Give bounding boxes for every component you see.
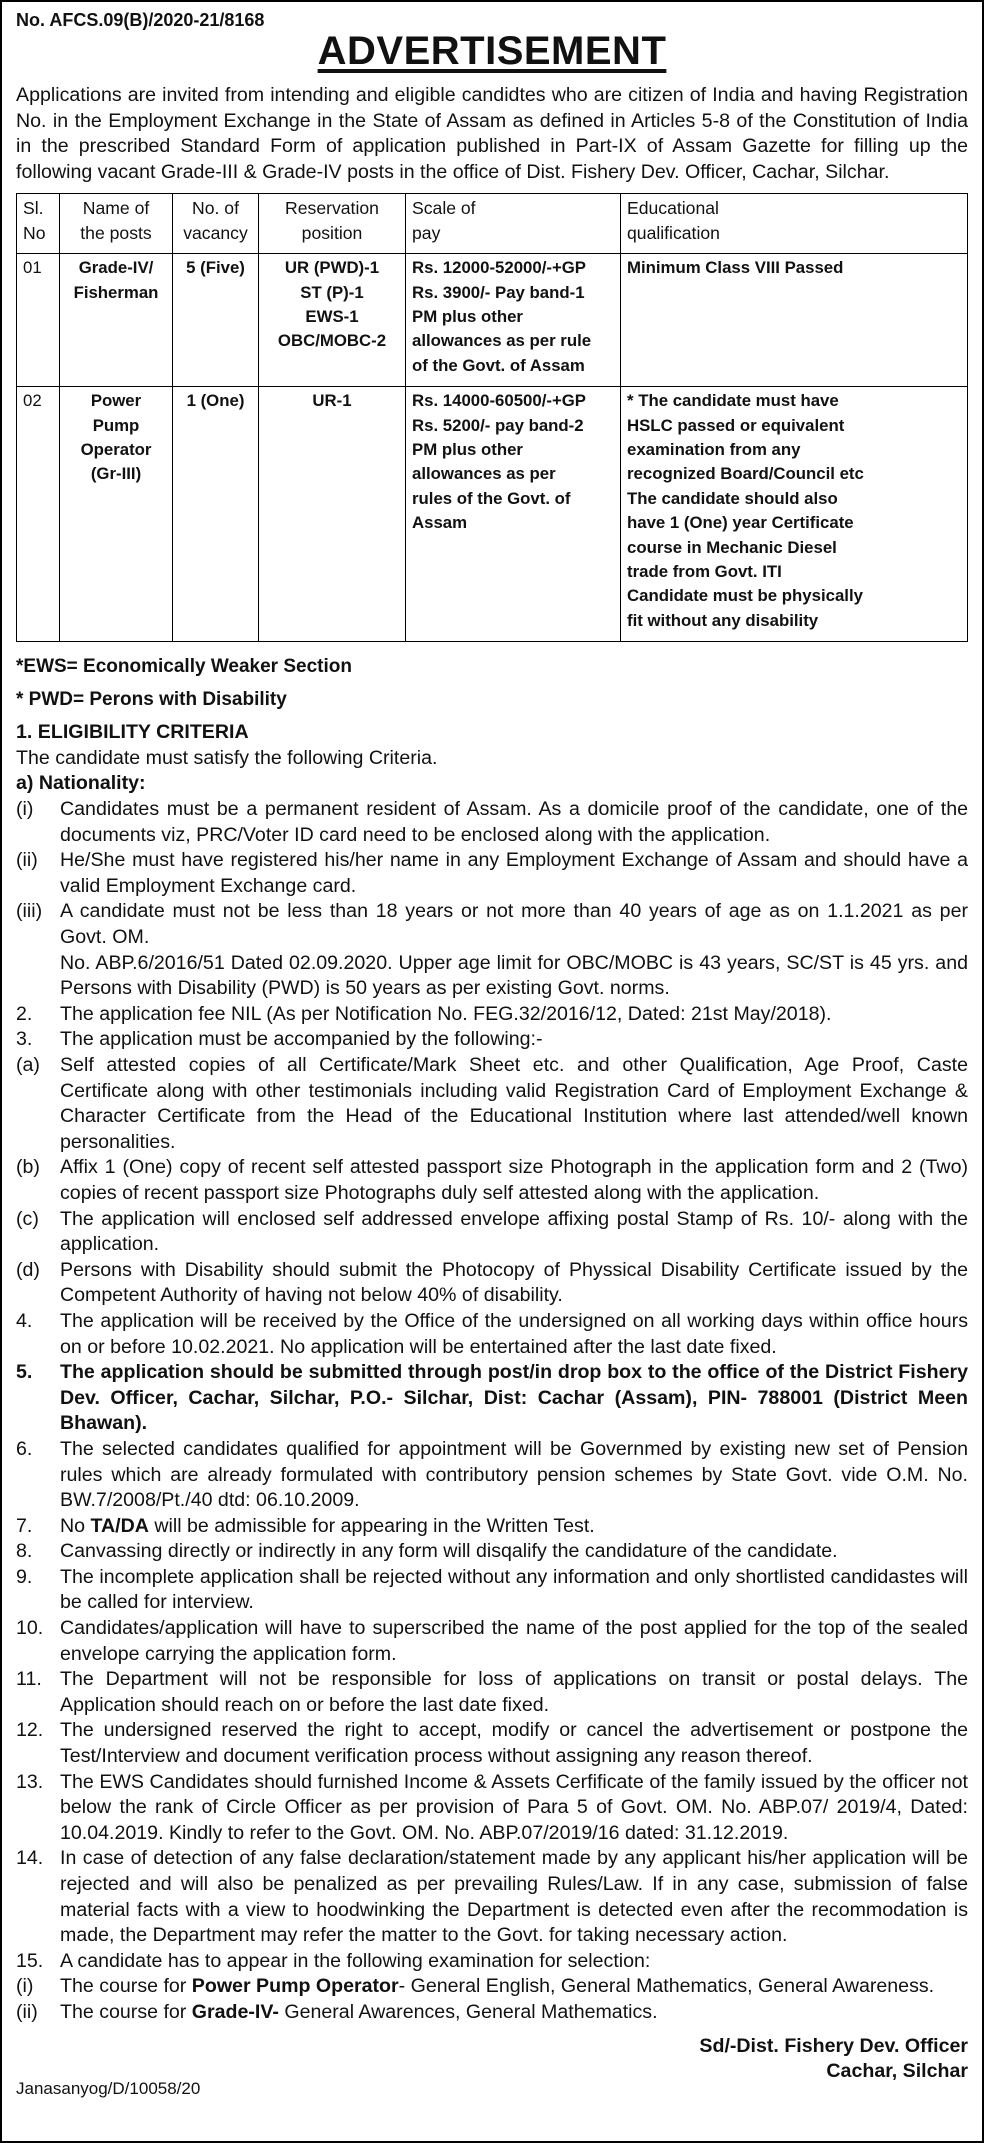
publication-code: Janasanyog/D/10058/20 [16,2078,201,2098]
item-text: Persons with Disability should submit the Photocopy of Physsical Disability Certificate issued by the Competent Authority of having not below 40% of disability. [60,1258,968,1307]
header-vacancy: No. of vacancy [173,194,259,254]
item-marker: 4. [16,1309,33,1332]
note-ews: *EWS= Economically Weaker Section [16,656,352,678]
item-marker: (ii) [16,849,38,872]
item-text: A candidate has to appear in the following examination for selection: [60,1949,651,1972]
reference-number: No. AFCS.09(B)/2020-21/8168 [16,10,265,30]
item-marker: (a) [16,1054,40,1076]
item-text: Candidates/application will have to superscribed the name of the post applied for the top of the sealed envelope carrying the application form. [60,1617,968,1665]
list-item [16,1565,968,1616]
item-marker: 10. [16,1617,44,1640]
item-text-continued: No. ABP.6/2016/51 Dated 02.09.2020. Upper age limit for OBC/MOBC is 43 years, SC/ST is 45 yrs. and Persons with Disability (PWD) is 50 years as per existing Govt. norms. [60,951,968,1000]
list-item [16,1053,968,1155]
list-item: (i) The course for Power Pump Operator- General English, General Mathematics, General Awareness. [16,1974,968,2000]
item-text: The EWS Candidates should furnished Income & Assets Cerfificate of the family issued by the officer not below the rank of Circle Officer as per provision of Para 5 of Govt. OM. No. ABP.07/ 2019/4, Dated: 10.04.2019. Kindly to refer to the Govt. OM. No. ABP.07/2019/16 dated: 31.12.2019. [60,1770,968,1844]
list-item [16,1155,968,1206]
table-row [17,387,968,642]
item-text: In case of detection of any false declaration/statement made by any applicant his/her application will be rejected and will also be penalized as per prevailing Rules/Law. If in any case, submission of false material facts with a view to hoodwinking the Department is detected even after the recommodation is made, the Department may refer the matter to the Govt. for taking necessary action. [60,1847,968,1947]
item-text: A candidate must not be less than 18 years or not more than 40 years of age as on 1.1.2021 as per Govt. OM. [60,900,968,949]
list-item: 7. No TA/DA will be admissible for appearing in the Written Test. [16,1514,968,1540]
item-text: Canvassing directly or indirectly in any form will disqalify the candidature of the candidate. [60,1540,838,1563]
item-text: Affix 1 (One) copy of recent self attested passport size Photograph in the application form and 2 (Two) copies of recent passport size Photographs duly self attested along with the application. [60,1156,968,1204]
header-pay-scale: Scale of pay [406,194,621,254]
item-text: The application should be submitted through post/in drop box to the office of the District Fishery Dev. Officer, Cachar, Silchar, P.O.- Silchar, Dist: Cachar (Assam), PIN- 788001 (District Meen Bhawan). [60,1361,968,1435]
cell-pay-scale: Rs. 14000-60500/-+GP Rs. 5200/- pay band-2 PM plus other allowances as per rules of the Govt. of Assam [406,387,621,642]
eligibility-section [16,720,968,2025]
list-item [16,1207,968,1258]
item-marker: 3. [16,1028,33,1051]
item-marker: 13. [16,1770,44,1793]
header-post-name: Name of the posts [60,194,173,254]
table-row [17,254,968,387]
list-item [16,1027,968,1053]
item-text: Self attested copies of all Certificate/Mark Sheet etc. and other Qualification, Age Proof, Caste Certificate along with other testimonials including valid Registration Card of Employment Exchange & Character Certificate from the Head of the Educational Institution where last attended/well known personalities. [60,1054,968,1153]
item-text: The undersigned reserved the right to accept, modify or cancel the advertisement or postpone the Test/Interview and document verification process without assigning any reason thereof. [60,1719,968,1768]
list-item [16,848,968,899]
header-reservation: Reservation position [259,194,406,254]
section-subtitle: The candidate must satisfy the following Criteria. [16,746,438,769]
item-marker: 5. [16,1361,33,1384]
nationality-label: a) Nationality: [16,772,146,795]
note-pwd: * PWD= Perons with Disability [16,689,287,711]
list-item [16,797,968,848]
page-title: ADVERTISEMENT [317,29,667,73]
table-header-row [17,194,968,254]
item-marker: (b) [16,1156,40,1179]
cell-reservation: UR (PWD)-1 ST (P)-1 EWS-1 OBC/MOBC-2 [259,254,406,387]
item-text: The selected candidates qualified for appointment will be Governmed by existing new set of Pension rules which are already formulated with contributory pension schemes by State Govt. vide O.M. No. BW.7/2008/Pt./40 dtd: 06.10.2009. [60,1437,968,1512]
header-sl-no: Sl. No [17,194,60,254]
signature-line: Sd/-Dist. Fishery Dev. Officer [699,2034,968,2057]
signature-office: Cachar, Silchar [826,2059,968,2082]
list-item [16,1667,968,1718]
item-marker: 2. [16,1002,33,1025]
footer [16,2034,968,2104]
list-item [16,1258,968,1309]
cell-vacancy: 1 (One) [173,387,259,642]
header-qualification: Educational qualification [621,194,968,254]
list-item [16,1846,968,1948]
list-item [16,1309,968,1360]
cell-sl-no: 02 [17,387,60,642]
list-item: (ii) The course for Grade-IV- General Awarences, General Mathematics. [16,2000,968,2026]
cell-qualification: Minimum Class VIII Passed [621,254,968,387]
list-item [16,1770,968,1847]
item-marker: 7. [16,1514,33,1537]
list-item [16,899,968,1001]
list-item-submission-address [16,1360,968,1437]
list-item [16,1437,968,1514]
item-marker: (iii) [16,900,43,923]
item-marker: 12. [16,1719,44,1742]
item-text: The application will be received by the Office of the undersigned on all working days within office hours on or before 10.02.2021. No application will be entertained after the last date fixed. [60,1309,968,1358]
item-text: Candidates must be a permanent resident of Assam. As a domicile proof of the candidate, one of the documents viz, PRC/Voter ID card need to be enclosed along with the application. [60,798,968,846]
cell-sl-no: 01 [17,254,60,387]
item-marker: (c) [16,1207,39,1230]
cell-vacancy: 5 (Five) [173,254,259,387]
item-marker: 6. [16,1437,33,1460]
section-title: 1. ELIGIBILITY CRITERIA [16,721,249,744]
item-marker: (i) [16,1975,34,1998]
cell-reservation: UR-1 [259,387,406,642]
item-text: The application will enclosed self addressed envelope affixing postal Stamp of Rs. 10/- along with the application. [60,1207,968,1256]
item-text: The Department will not be responsible for loss of applications on transit or postal delays. The Application should reach on or before the last date fixed. [60,1668,968,1716]
signature-block [699,2034,968,2084]
cell-post-name: Power Pump Operator (Gr-III) [60,387,173,642]
list-item [16,1718,968,1769]
item-marker: 9. [16,1565,33,1588]
list-item [16,1616,968,1667]
item-marker: 8. [16,1540,33,1563]
item-marker: 14. [16,1847,44,1870]
item-text: The application fee NIL (As per Notification No. FEG.32/2016/12, Dated: 21st May/2018). [60,1002,832,1025]
cell-post-name: Grade-IV/ Fisherman [60,254,173,387]
item-marker: (d) [16,1258,40,1281]
item-marker: (i) [16,798,34,821]
item-text: He/She must have registered his/her name in any Employment Exchange of Assam and should have a valid Employment Exchange card. [60,849,968,897]
cell-qualification: * The candidate must have HSLC passed or equivalent examination from any recognized Board/Council etc The candidate should also have 1 (One) year Certificate course in Mechanic Diesel trade from Govt. ITI Candidate must be physically fit without any disability [621,387,968,642]
list-item [16,1002,968,1028]
abbreviation-notes [16,650,968,716]
item-marker: 15. [16,1949,44,1972]
vacancy-table [16,193,968,642]
item-text: The incomplete application shall be rejected without any information and only shortlisted candidastes will be called for interview. [60,1565,968,1614]
item-text: The application must be accompanied by the following:- [60,1028,543,1051]
intro-paragraph: Applications are invited from intending and eligible candidtes who are citizen of India and having Registration No. in the Employment Exchange in the State of Assam as defined in Articles 5-8 of the Constitution of India in the prescribed Standard Form of application published in Part-IX of Assam Gazette for filling up the following vacant Grade-III & Grade-IV posts in the office of Dist. Fishery Dev. Officer, Cachar, Silchar. [16,84,968,183]
cell-pay-scale: Rs. 12000-52000/-+GP Rs. 3900/- Pay band-1 PM plus other allowances as per rule of the Govt. of Assam [406,254,621,387]
item-marker: (ii) [16,2000,38,2023]
list-item [16,1949,968,1975]
list-item [16,1539,968,1565]
item-marker: 11. [16,1668,42,1691]
